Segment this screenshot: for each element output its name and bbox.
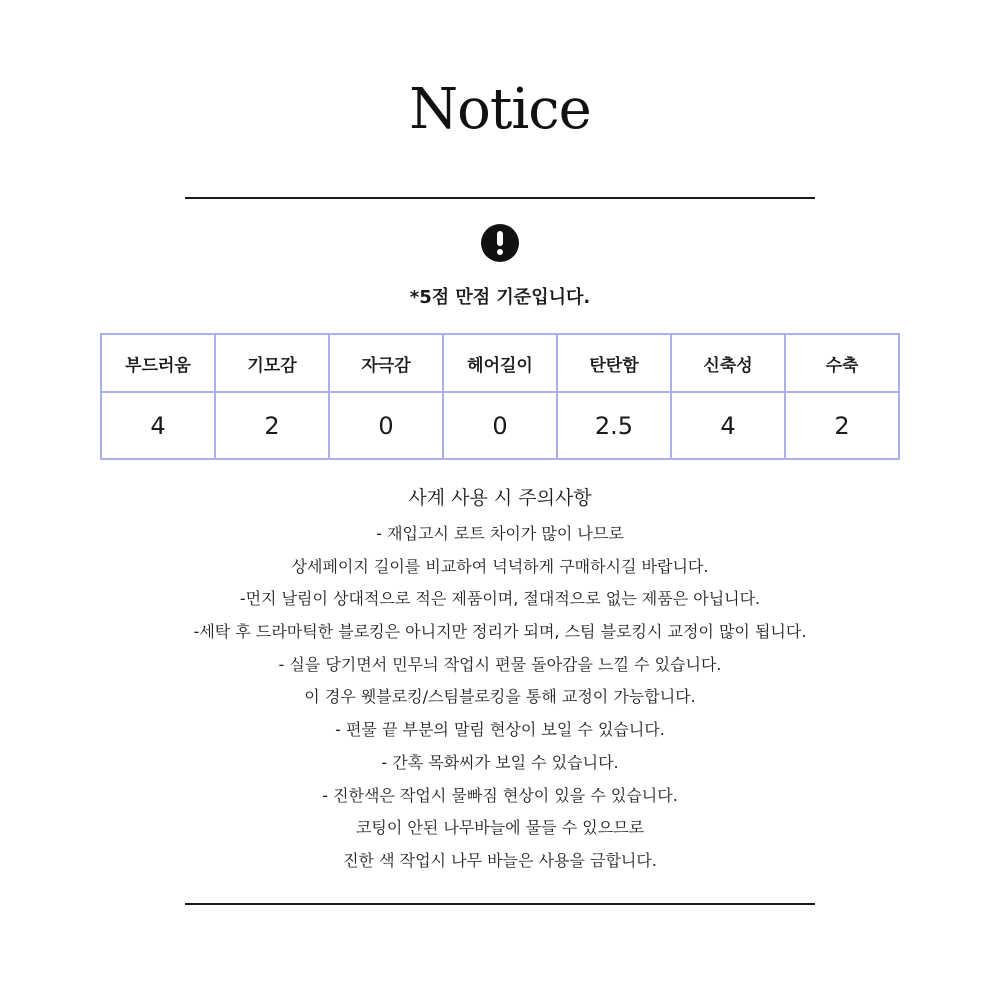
rating-value-cell: 4 <box>101 392 215 459</box>
caution-title: 사계 사용 시 주의사항 <box>408 487 592 509</box>
rating-header-cell: 탄탄함 <box>557 334 671 392</box>
caution-line: -먼지 날림이 상대적으로 적은 제품이며, 절대적으로 없는 제품은 아닙니다. <box>239 589 761 609</box>
caution-line: - 편물 끝 부분의 말림 현상이 보일 수 있습니다. <box>335 720 665 740</box>
caution-line: - 간혹 목화씨가 보일 수 있습니다. <box>381 752 619 772</box>
caution-line: -세탁 후 드라마틱한 블로킹은 아니지만 정리가 되며, 스팀 블로킹시 교정이 많이 됩니다. <box>193 622 807 642</box>
rating-header-cell: 부드러움 <box>101 334 215 392</box>
rating-header-cell: 신축성 <box>671 334 785 392</box>
caution-list <box>0 518 1000 878</box>
caution-line: 이 경우 웻블로킹/스팀블로킹을 통해 교정이 가능합니다. <box>304 687 696 707</box>
rating-value-cell: 2 <box>215 392 329 459</box>
rating-value-cell: 2.5 <box>557 392 671 459</box>
rating-value-cell: 4 <box>671 392 785 459</box>
notice-title: Notice <box>409 77 591 142</box>
scale-note: *5점 만점 기준입니다. <box>409 287 591 308</box>
rating-header-cell: 기모감 <box>215 334 329 392</box>
caution-line: 코팅이 안된 나무바늘에 물들 수 있으므로 <box>355 818 645 838</box>
rating-value-cell: 0 <box>329 392 443 459</box>
rating-table <box>100 333 900 460</box>
caution-line: - 진한색은 작업시 물빠짐 현상이 있을 수 있습니다. <box>322 785 678 805</box>
rating-header-cell: 수축 <box>785 334 899 392</box>
caution-line: 진한 색 작업시 나무 바늘은 사용을 금합니다. <box>343 850 657 870</box>
rating-header-cell: 헤어길이 <box>443 334 557 392</box>
caution-line: - 실을 당기면서 민무늬 작업시 편물 돌아감을 느낄 수 있습니다. <box>278 654 722 674</box>
top-divider <box>185 197 815 199</box>
caution-line: - 재입고시 로트 차이가 많이 나므로 <box>376 524 624 543</box>
rating-header-cell: 자극감 <box>329 334 443 392</box>
rating-value-cell: 2 <box>785 392 899 459</box>
rating-value-row <box>101 392 899 459</box>
rating-value-cell: 0 <box>443 392 557 459</box>
rating-header-row <box>101 334 899 392</box>
caution-line: 상세페이지 길이를 비교하여 넉넉하게 구매하시길 바랍니다. <box>291 556 709 576</box>
exclamation-circle-icon <box>481 224 519 262</box>
bottom-divider <box>185 903 815 905</box>
